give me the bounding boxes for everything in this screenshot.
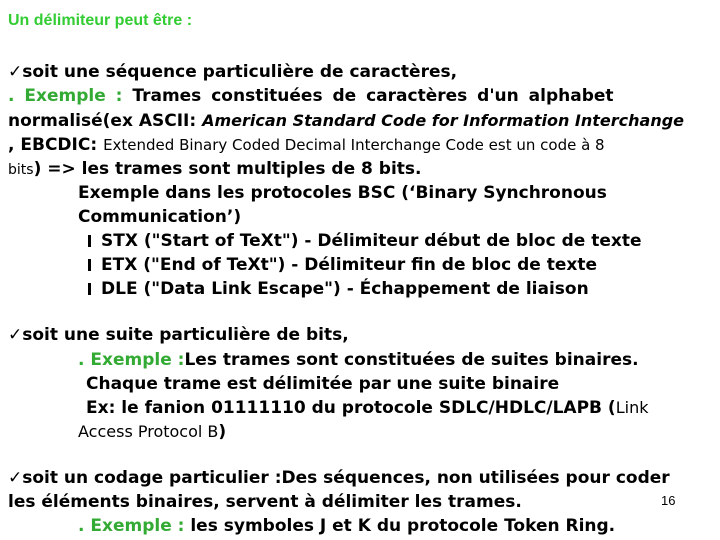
bullet-icon <box>88 235 91 247</box>
section1-heading-text: soit une séquence particulière de caractères, <box>22 62 458 82</box>
section1-line1-text: Trames constituées de caractères d'un alphabet <box>132 86 614 106</box>
example-label: . Exemple : <box>8 86 133 106</box>
section2-line3 <box>86 398 648 418</box>
closing-paren: ) <box>218 422 227 442</box>
section1-line3-text: , EBCDIC: <box>8 135 104 155</box>
example-label: . Exemple : <box>78 350 185 370</box>
access-protocol-text: Access Protocol B <box>78 422 219 441</box>
bullet-text: DLE ("Data Link Escape") - Échappement de liaison <box>101 279 589 299</box>
section2-line2: Chaque trame est délimitée par une suite binaire <box>86 374 560 394</box>
section1-line6: Communication’) <box>78 207 242 227</box>
section3-line2-text: les symboles J et K du protocole Token Ring. <box>190 516 616 536</box>
section1-line5: Exemple dans les protocoles BSC (‘Binary Synchronous <box>78 183 607 203</box>
section2-heading <box>8 325 349 345</box>
bullet-item <box>88 255 597 275</box>
checkmark-icon: ✓ <box>8 62 23 82</box>
section1-line2-text: normalisé(ex ASCII: <box>8 111 203 131</box>
checkmark-icon: ✓ <box>8 468 23 488</box>
section3-line2 <box>78 516 615 536</box>
section1-line2 <box>8 111 684 131</box>
bits-label: bits <box>8 162 34 178</box>
section1-line4 <box>8 159 421 179</box>
bullet-item <box>88 231 641 251</box>
section1-line1 <box>8 86 614 106</box>
section2-line4 <box>78 422 226 442</box>
bullet-item <box>88 279 589 299</box>
section3-line1: les éléments binaires, servent à délimiter les trames. <box>8 492 522 512</box>
checkmark-icon: ✓ <box>8 325 23 345</box>
page-number: 16 <box>661 493 676 508</box>
section3-heading <box>8 468 670 488</box>
bullet-text: ETX ("End of TeXt") - Délimiteur fin de bloc de texte <box>101 255 597 275</box>
section2-line1 <box>78 350 639 370</box>
bullet-icon <box>88 259 91 271</box>
bullet-text: STX ("Start of TeXt") - Délimiteur début de bloc de texte <box>101 231 642 251</box>
section2-heading-text: soit une suite particulière de bits, <box>22 325 349 345</box>
ascii-expansion: American Standard Code for Information Interchange <box>202 111 685 130</box>
link-word: Link <box>615 398 649 417</box>
section1-line4-text: ) => les trames sont multiples de 8 bits. <box>33 159 422 179</box>
bullet-icon <box>88 283 91 295</box>
section2-line3-text: Ex: le fanion 01111110 du protocole SDLC/HDLC/LAPB ( <box>86 398 616 418</box>
section3-heading-text: soit un codage particulier :Des séquences, non utilisées pour coder <box>22 468 670 488</box>
ebcdic-expansion: Extended Binary Coded Decimal Interchange Code est un code à 8 <box>103 136 605 154</box>
section1-heading <box>8 62 457 82</box>
slide-title: Un délimiteur peut être : <box>8 12 193 29</box>
example-label: . Exemple : <box>78 516 191 536</box>
section2-line1-text: Les trames sont constituées de suites binaires. <box>184 350 639 370</box>
section1-line3 <box>8 135 605 155</box>
